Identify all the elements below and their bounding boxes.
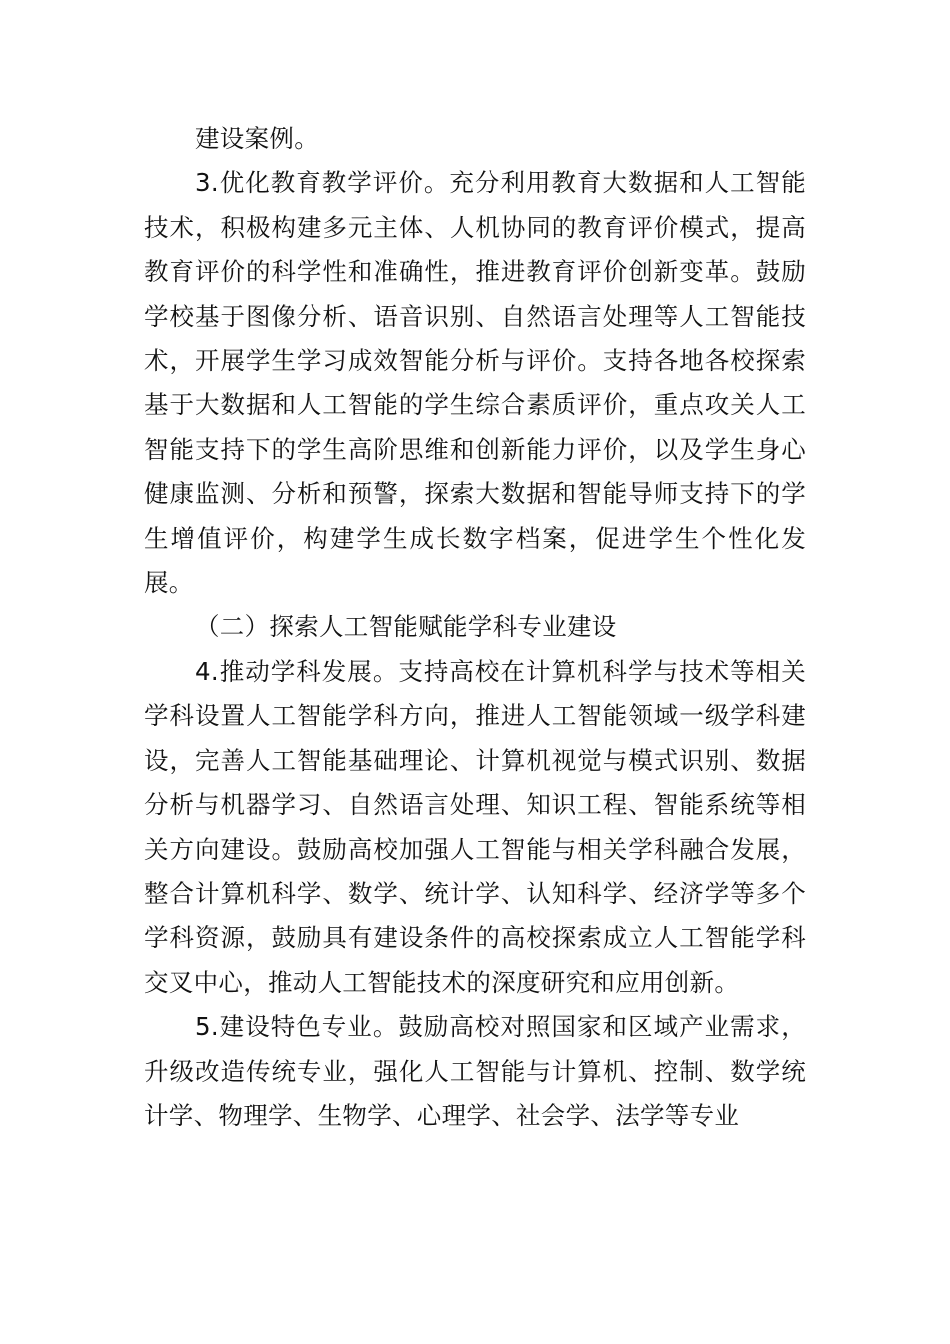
document-page xyxy=(144,117,806,1138)
paragraph-specialty: 5.建设特色专业。鼓励高校对照国家和区域产业需求，升级改造传统专业，强化人工智能与计算机、控制、数学统计学、物理学、生物学、心理学、社会学、法学等专业 xyxy=(144,1012,806,1130)
paragraph-continuation: 建设案例。 xyxy=(195,124,319,153)
section-heading: （二）探索人工智能赋能学科专业建设 xyxy=(195,612,617,642)
paragraph-evaluation: 3.优化教育教学评价。充分利用教育大数据和人工智能技术，积极构建多元主体、人机协同的教育评价模式，提高教育评价的科学性和准确性，推进教育评价创新变革。鼓励学校基于图像分析、语音识别、自然语言处理等人工智能技术，开展学生学习成效智能分析与评价。支持各地各校探索基于大数据和人工智能的学生综合素质评价，重点攻关人工智能支持下的学生高阶思维和创新能力评价，以及学生身心健康监测、分析和预警，探索大数据和智能导师支持下的学生增值评价，构建学生成长数字档案，促进学生个性化发展。 xyxy=(144,168,806,598)
paragraph-discipline: 4.推动学科发展。支持高校在计算机科学与技术等相关学科设置人工智能学科方向，推进人工智能领域一级学科建设，完善人工智能基础理论、计算机视觉与模式识别、数据分析与机器学习、自然语言处理、知识工程、智能系统等相关方向建设。鼓励高校加强人工智能与相关学科融合发展，整合计算机科学、数学、统计学、认知科学、经济学等多个学科资源，鼓励具有建设条件的高校探索成立人工智能学科交叉中心，推动人工智能技术的深度研究和应用创新。 xyxy=(144,656,806,997)
